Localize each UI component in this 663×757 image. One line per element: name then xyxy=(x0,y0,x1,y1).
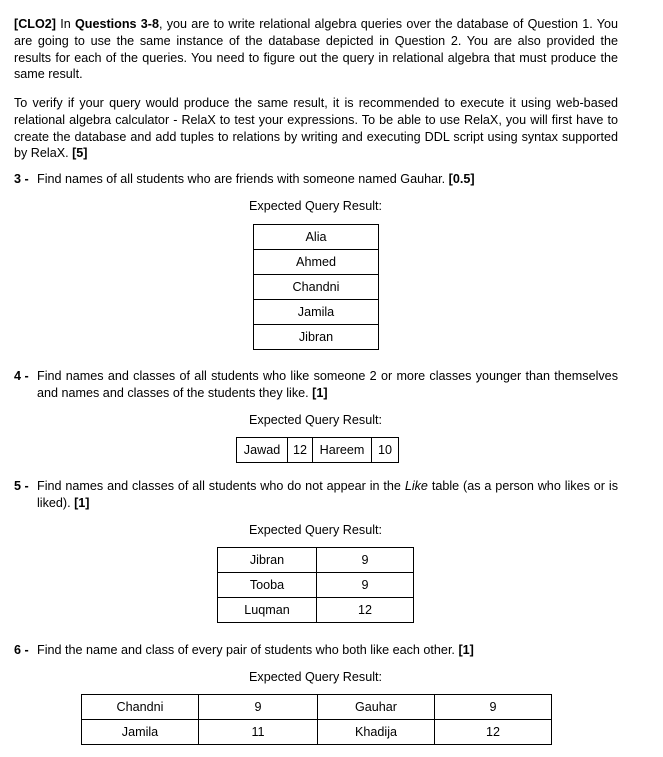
question-number: 5 - xyxy=(14,479,29,493)
verify-paragraph: To verify if your query would produce the same result, it is recommended to execute it using web-based relational algebra calculator - RelaX to test your expressions. To be able to use RelaX, you will first have to create the database and add tuples to relations by writing and executing DDL script using syntax supported by RelaX. [5] xyxy=(14,96,618,161)
table-row xyxy=(254,325,379,350)
marks-label: [5] xyxy=(72,146,88,161)
table-cell: Khadija xyxy=(318,720,435,745)
marks-label: [1] xyxy=(458,643,474,657)
table-cell: Jawad xyxy=(237,438,288,463)
table-cell: Jamila xyxy=(82,720,199,745)
table-cell: 9 xyxy=(435,695,552,720)
table-cell: Ahmed xyxy=(254,250,379,275)
table-cell: Hareem xyxy=(313,438,372,463)
table-cell: 10 xyxy=(372,438,399,463)
table-row xyxy=(254,250,379,275)
intro-paragraph: [CLO2] In Questions 3-8, you are to write relational algebra queries over the database of Question 1. You are going to use the same instance of the database depicted in Question 2. You are also provided the results for each of the queries. You need to figure out the query in relational algebra that must produce the same result. xyxy=(14,17,618,82)
table-row xyxy=(82,720,552,745)
question-6: 6 - Find the name and class of every pair of students who both like each other. [1] xyxy=(14,643,474,657)
expected-result-caption: Expected Query Result: xyxy=(249,670,382,684)
question-number: 3 - xyxy=(14,172,29,186)
question-3: 3 - Find names of all students who are friends with someone named Gauhar. [0.5] xyxy=(14,172,475,186)
table-cell: 12 xyxy=(317,598,414,623)
table-cell: Chandni xyxy=(254,275,379,300)
expected-result-caption: Expected Query Result: xyxy=(249,413,382,427)
table-cell: Tooba xyxy=(218,573,317,598)
table-cell: 9 xyxy=(199,695,318,720)
table-row xyxy=(218,598,414,623)
table-row xyxy=(218,573,414,598)
table-row xyxy=(254,300,379,325)
table-row xyxy=(82,695,552,720)
table-cell: Jibran xyxy=(254,325,379,350)
table-cell: Luqman xyxy=(218,598,317,623)
table-cell: 12 xyxy=(288,438,313,463)
table-cell: 12 xyxy=(435,720,552,745)
result-table-q5 xyxy=(217,547,414,623)
table-cell: 9 xyxy=(317,573,414,598)
table-cell: 9 xyxy=(317,548,414,573)
table-cell: Alia xyxy=(254,225,379,250)
question-number: 6 - xyxy=(14,643,29,657)
like-table-name: Like xyxy=(404,479,428,493)
table-row xyxy=(254,275,379,300)
result-table-q4 xyxy=(236,437,399,463)
marks-label: [1] xyxy=(312,385,328,400)
question-4: 4 - Find names and classes of all students who like someone 2 or more classes younger than themselves and names and classes of the students they like. [1] xyxy=(14,369,618,400)
expected-result-caption: Expected Query Result: xyxy=(249,523,382,537)
marks-label: [0.5] xyxy=(448,172,475,186)
table-cell: Jamila xyxy=(254,300,379,325)
table-row xyxy=(254,225,379,250)
question-5: 5 - Find names and classes of all students who do not appear in the Like table (as a person who likes or is liked). [1] xyxy=(14,479,618,510)
clo-tag: [CLO2] xyxy=(14,17,56,31)
question-number: 4 - xyxy=(14,369,29,383)
marks-label: [1] xyxy=(74,495,90,510)
expected-result-caption: Expected Query Result: xyxy=(249,199,382,213)
table-cell: Jibran xyxy=(218,548,317,573)
table-cell: Gauhar xyxy=(318,695,435,720)
table-cell: Chandni xyxy=(82,695,199,720)
table-cell: 11 xyxy=(199,720,318,745)
table-row xyxy=(218,548,414,573)
questions-ref: Questions 3-8 xyxy=(74,17,159,31)
table-row xyxy=(237,438,399,463)
result-table-q3 xyxy=(253,224,379,350)
result-table-q6 xyxy=(81,694,552,745)
